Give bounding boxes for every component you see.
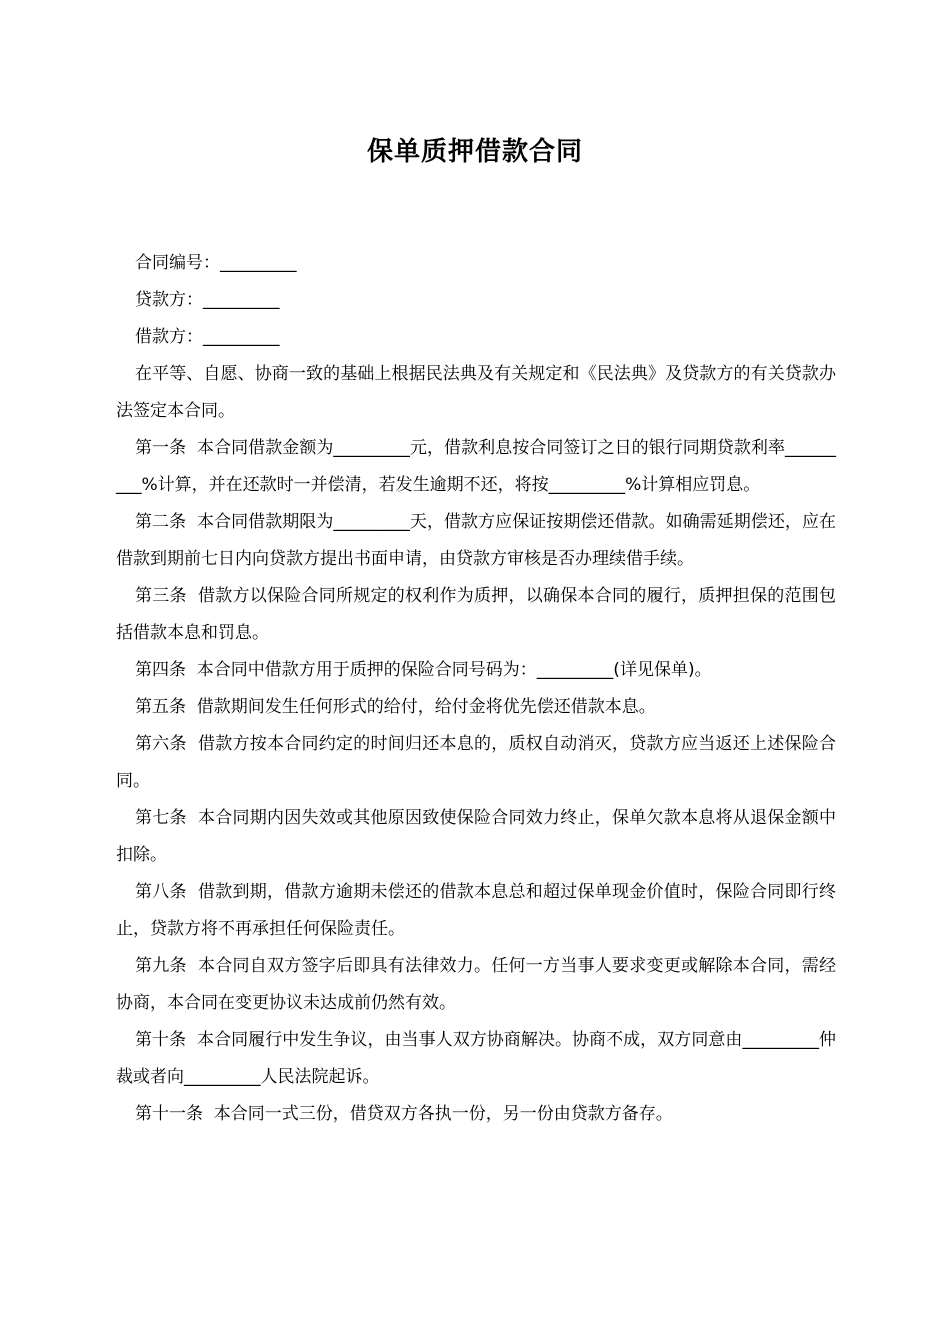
lender-field: 贷款方：_________: [135, 290, 280, 310]
contract-number-field: 合同编号：_________: [135, 253, 297, 273]
document-title: 保单质押借款合同: [366, 137, 583, 167]
article-3: 第三条 借款方以保险合同所规定的权利作为质押，以确保本合同的履行，质押担保的范围包括借款本息和罚息。: [116, 586, 836, 643]
article-2: 第二条 本合同借款期限为_________天，借款方应保证按期偿还借款。如确需延期偿还，应在借款到期前七日内向贷款方提出书面申请，由贷款方审核是否办理续借手续。: [116, 512, 836, 569]
article-6: 第六条 借款方按本合同约定的时间归还本息的，质权自动消灭，贷款方应当返还上述保险合同。: [116, 734, 836, 791]
borrower-field: 借款方：_________: [135, 327, 280, 347]
article-7: 第七条 本合同期内因失效或其他原因致使保险合同效力终止，保单欠款本息将从退保金额中扣除。: [116, 808, 836, 865]
article-4: 第四条 本合同中借款方用于质押的保险合同号码为：_________(详见保单)。: [135, 660, 712, 680]
article-5: 第五条 借款期间发生任何形式的给付，给付金将优先偿还借款本息。: [135, 697, 656, 717]
article-9: 第九条 本合同自双方签字后即具有法律效力。任何一方当事人要求变更或解除本合同，需经协商，本合同在变更协议未达成前仍然有效。: [116, 956, 836, 1013]
preamble-paragraph: 在平等、自愿、协商一致的基础上根据民法典及有关规定和《民法典》及贷款方的有关贷款办法签定本合同。: [116, 364, 836, 421]
article-11: 第十一条 本合同一式三份，借贷双方各执一份，另一份由贷款方备存。: [135, 1104, 673, 1124]
article-8: 第八条 借款到期，借款方逾期未偿还的借款本息总和超过保单现金价值时，保险合同即行终止，贷款方将不再承担任何保险责任。: [116, 882, 836, 939]
document-body: [116, 245, 836, 1133]
article-10: 第十条 本合同履行中发生争议，由当事人双方协商解决。协商不成，双方同意由_________仲裁或者向_________人民法院起诉。: [116, 1030, 836, 1087]
article-1: 第一条 本合同借款金额为_________元，借款利息按合同签订之日的银行同期贷款利率_________%计算，并在还款时一并偿清，若发生逾期不还，将按_________%计算相应罚息。: [116, 438, 836, 495]
